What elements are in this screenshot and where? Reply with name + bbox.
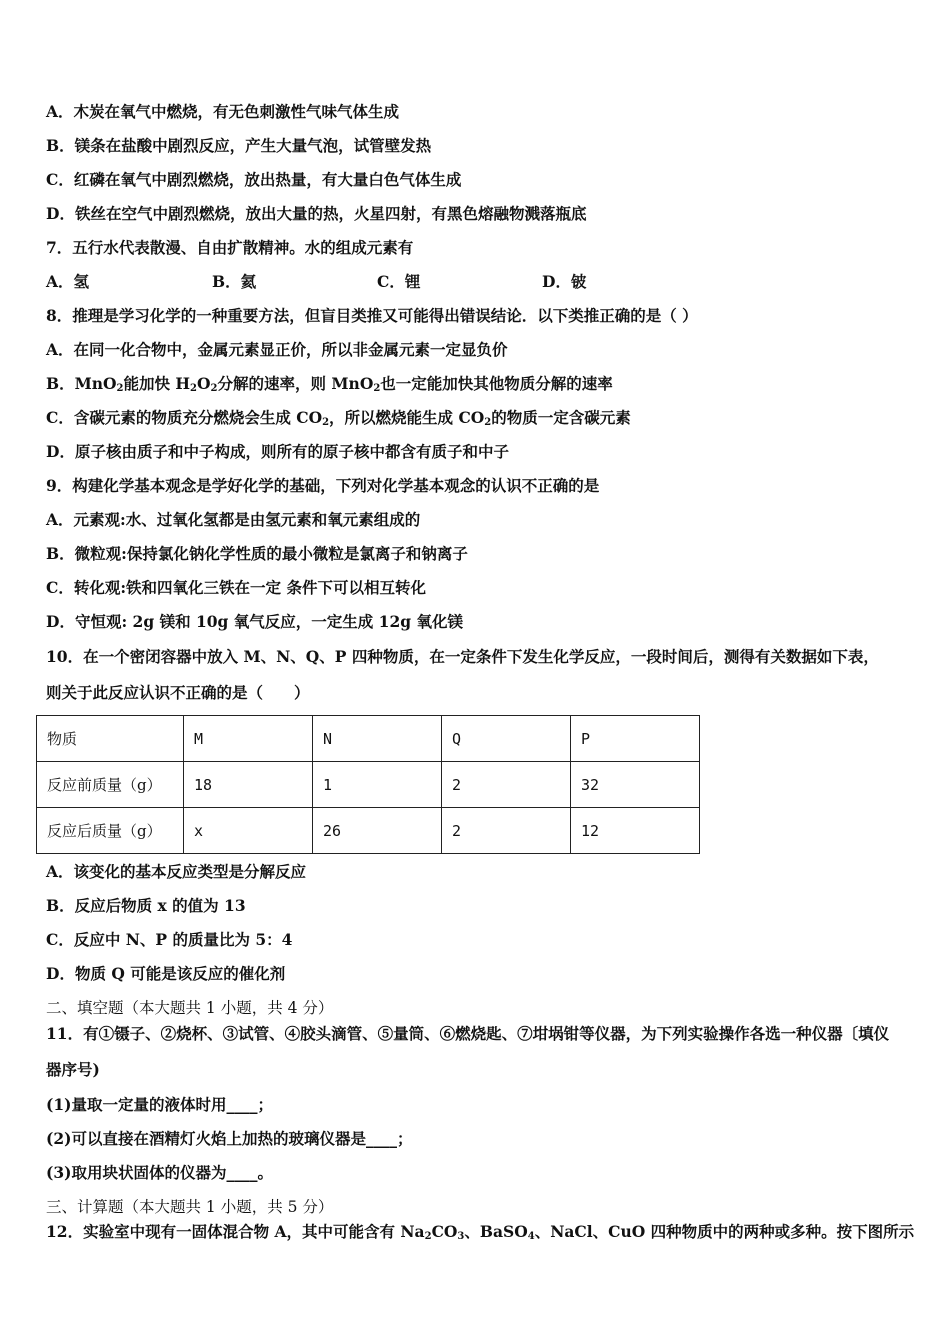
table-cell: 反应前质量（g） xyxy=(37,762,184,808)
q7-stem: 7．五行水代表散漫、自由扩散精神。水的组成元素有 xyxy=(46,238,414,257)
table-cell: 12 xyxy=(571,808,700,854)
table-header-cell: Q xyxy=(442,716,571,762)
q8-b-sub-4: 2 xyxy=(373,383,381,394)
q12-sub-2: 3 xyxy=(457,1231,465,1242)
q8-b-text-5: 也一定能加快其他物质分解的速率 xyxy=(380,374,613,393)
table-header-cell: P xyxy=(571,716,700,762)
section-2-title: 二、填空题（本大题共 1 小题，共 4 分） xyxy=(46,999,334,1017)
q11-part-3: (3)取用块状固体的仪器为____。 xyxy=(46,1163,273,1182)
table-header-cell: 物质 xyxy=(37,716,184,762)
q12-text-2: CO xyxy=(431,1222,458,1241)
q6-option-c: C．红磷在氧气中剧烈燃烧，放出热量，有大量白色气体生成 xyxy=(46,170,462,189)
q12-text-1: 12．实验室中现有一固体混合物 A，其中可能含有 Na xyxy=(46,1222,425,1241)
q9-stem: 9．构建化学基本观念是学好化学的基础，下列对化学基本观念的认识不正确的是 xyxy=(46,476,600,495)
q10-option-a: A．该变化的基本反应类型是分解反应 xyxy=(46,862,307,881)
q9-option-d: D．守恒观: 2g 镁和 10g 氧气反应，一定生成 12g 氧化镁 xyxy=(46,612,463,631)
table-row xyxy=(37,762,700,808)
q12-stem xyxy=(46,1222,914,1247)
table-cell: 1 xyxy=(313,762,442,808)
q10-option-b: B．反应后物质 x 的值为 13 xyxy=(46,896,246,915)
table-header-cell: N xyxy=(313,716,442,762)
q9-option-a: A．元素观:水、过氧化氢都是由氢元素和氧元素组成的 xyxy=(46,510,421,529)
q7-option-b: B．氦 xyxy=(212,272,257,291)
q8-b-sub-3: 2 xyxy=(210,383,218,394)
q8-option-d: D．原子核由质子和中子构成，则所有的原子核中都含有质子和中子 xyxy=(46,442,509,461)
table-cell: 2 xyxy=(442,808,571,854)
q10-option-d: D．物质 Q 可能是该反应的催化剂 xyxy=(46,964,286,983)
q12-text-4: 、NaCl、CuO 四种物质中的两种或多种。按下图所示 xyxy=(534,1222,915,1241)
q9-option-b: B．微粒观:保持氯化钠化学性质的最小微粒是氯离子和钠离子 xyxy=(46,544,468,563)
q11-part-1: (1)量取一定量的液体时用____； xyxy=(46,1095,273,1114)
q8-b-text-2: 能加快 H xyxy=(123,374,191,393)
table-cell: 反应后质量（g） xyxy=(37,808,184,854)
q12-sub-1: 2 xyxy=(424,1231,432,1242)
q11-part-2: (2)可以直接在酒精灯火焰上加热的玻璃仪器是____； xyxy=(46,1129,413,1148)
table-cell: 18 xyxy=(184,762,313,808)
q7-option-a: A．氢 xyxy=(46,272,90,291)
q6-option-a: A．木炭在氧气中燃烧，有无色刺激性气味气体生成 xyxy=(46,102,400,121)
q6-option-d: D．铁丝在空气中剧烈燃烧，放出大量的热，火星四射，有黑色熔融物溅落瓶底 xyxy=(46,204,587,223)
q7-option-c: C．锂 xyxy=(377,272,421,291)
q12-text-3: 、BaSO xyxy=(464,1222,528,1241)
table-header-cell: M xyxy=(184,716,313,762)
q11-stem-line-2: 器序号) xyxy=(46,1060,100,1079)
q8-b-sub-2: 2 xyxy=(190,383,198,394)
q10-option-c: C．反应中 N、P 的质量比为 5：4 xyxy=(46,930,293,949)
q8-b-text-1: B．MnO xyxy=(46,374,117,393)
q7-option-d: D．铍 xyxy=(542,272,587,291)
table-cell: 32 xyxy=(571,762,700,808)
q8-option-b xyxy=(46,374,613,399)
q8-stem: 8．推理是学习化学的一种重要方法，但盲目类推又可能得出错误结论．以下类推正确的是（ ） xyxy=(46,306,698,325)
q9-option-c: C．转化观:铁和四氧化三铁在一定 条件下可以相互转化 xyxy=(46,578,426,597)
q8-c-text-3: 的物质一定含碳元素 xyxy=(491,408,631,427)
q10-stem-line-2: 则关于此反应认识不正确的是（ ） xyxy=(46,683,310,702)
q8-c-sub-2: 2 xyxy=(484,417,492,428)
q10-data-table xyxy=(36,715,700,854)
q8-option-a: A．在同一化合物中，金属元素显正价，所以非金属元素一定显负价 xyxy=(46,340,508,359)
q8-c-text-2: ，所以燃烧能生成 CO xyxy=(329,408,485,427)
q10-stem-line-1: 10．在一个密闭容器中放入 M、N、Q、P 四种物质，在一定条件下发生化学反应，一段时间后，测得有关数据如下表， xyxy=(46,647,879,666)
table-cell: x xyxy=(184,808,313,854)
table-header-row xyxy=(37,716,700,762)
q12-sub-3: 4 xyxy=(527,1231,535,1242)
q7-options xyxy=(46,272,846,292)
q11-stem-line-1: 11．有①镊子、②烧杯、③试管、④胶头滴管、⑤量筒、⑥燃烧匙、⑦坩埚钳等仪器，为下列实验操作各选一种仪器〔填仪 xyxy=(46,1024,890,1043)
q8-b-sub-1: 2 xyxy=(116,383,124,394)
table-cell: 26 xyxy=(313,808,442,854)
q6-option-b: B．镁条在盐酸中剧烈反应，产生大量气泡，试管壁发热 xyxy=(46,136,432,155)
q8-b-text-4: 分解的速率，则 MnO xyxy=(217,374,374,393)
q8-c-text-1: C．含碳元素的物质充分燃烧会生成 CO xyxy=(46,408,323,427)
q8-b-text-3: O xyxy=(197,374,211,393)
table-row xyxy=(37,808,700,854)
q8-c-sub-1: 2 xyxy=(322,417,330,428)
table-cell: 2 xyxy=(442,762,571,808)
section-3-title: 三、计算题（本大题共 1 小题，共 5 分） xyxy=(46,1198,334,1216)
q8-option-c xyxy=(46,408,631,433)
